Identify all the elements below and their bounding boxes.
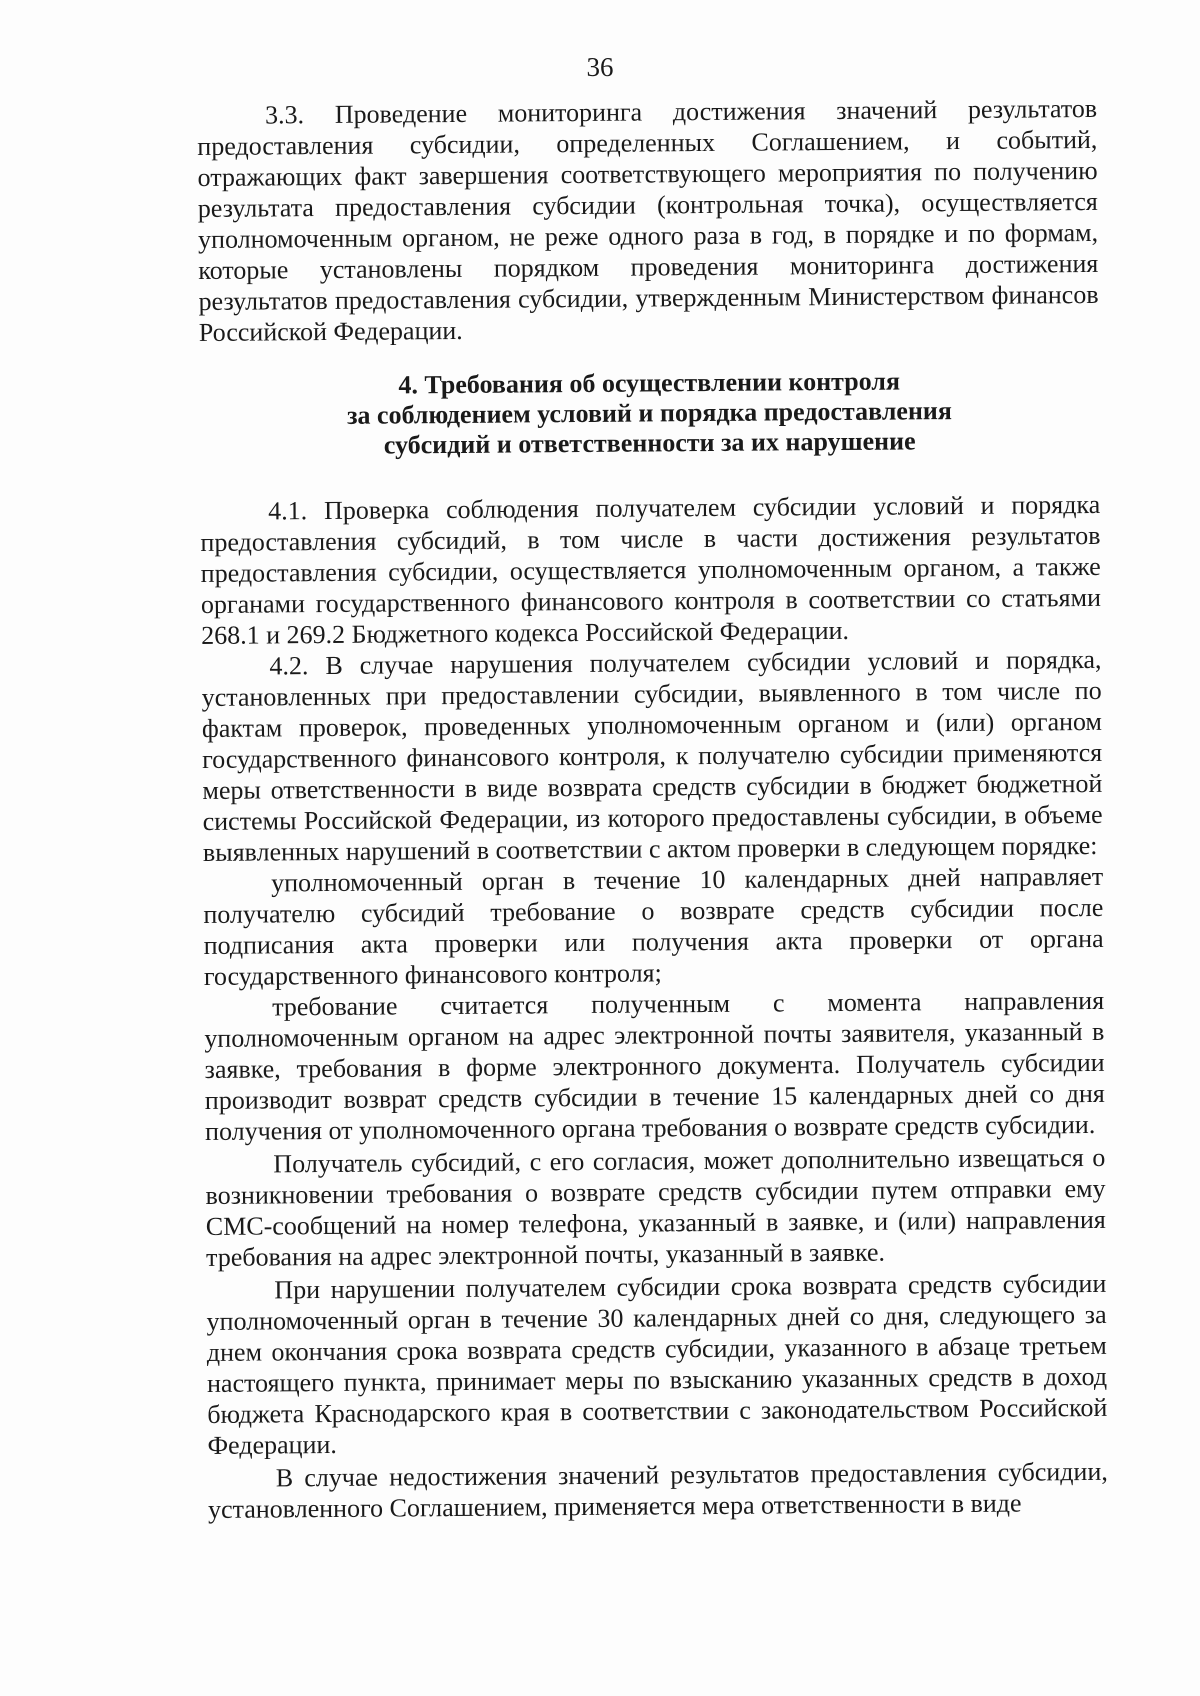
- paragraph-4-2-enforcement: При нарушении получателем субсидии срока возврата средств субсидии уполномоченный орган в течение 30 календарных дней со дня, следующего за днем окончания срока возврата средств субсидии, указанного в абзаце третьем настоящего пункта, принимает меры по взысканию указанных средств в доход бюджета Краснодарского края в соответствии с законодательством Российской Федерации.: [206, 1268, 1108, 1460]
- section-title-line-2: за соблюдением условий и порядка предоставления: [346, 396, 953, 430]
- paragraph-4-2-receipt: требование считается полученным с момента направления уполномоченным органом на адрес электронной почты заявителя, указанный в заявке, требования в форме электронного документа. Получатель субсидии производит возврат средств субсидии в течение 15 календарных дней со дня получения от уполномоченного органа требования о возврате средств субсидии.: [204, 985, 1105, 1146]
- page-number: 36: [586, 52, 614, 82]
- section-title: [199, 365, 1100, 462]
- paragraph-3-3: 3.3. Проведение мониторинга достижения значений результатов предоставления субсидии, определенных Соглашением, и событий, отражающих факт завершения соответствующего мероприятия по получению результата предоставления субсидии (контрольная точка), осуществляется уполномоченным органом, не реже одного раза в год, в порядке и по формам, которые установлены порядком проведения мониторинга достижения результатов предоставления субсидии, утвержденным Министерством финансов Российской Федерации.: [197, 93, 1099, 347]
- paragraph-4-1: 4.1. Проверка соблюдения получателем субсидии условий и порядка предоставления субсидий, в том числе в части достижения результатов предоставления субсидии, осуществляется уполномоченным органом, а также органами государственного финансового контроля в соответствии со статьями 268.1 и 269.2 Бюджетного кодекса Российской Федерации.: [200, 489, 1102, 650]
- paragraph-4-2-sms: Получатель субсидий, с его согласия, может дополнительно извещаться о возникновении требования о возврате средств субсидии путем отправки ему СМС-сообщений на номер телефона, указанный в заявке, и (или) направления требования на адрес электронной почты, указанный в заявке.: [205, 1142, 1106, 1272]
- paragraph-4-2-notice: уполномоченный орган в течение 10 календарных дней направляет получателю субсидий требование о возврате средств субсидии после подписания акта проверки или получения акта проверки от органа государственного финансового контроля;: [203, 861, 1104, 991]
- paragraph-4-2: 4.2. В случае нарушения получателем субсидии условий и порядка, установленных при предоставлении субсидии, выявленного в том числе по фактам проверок, проведенных уполномоченным органом и (или) органом государственного финансового контроля, к получателю субсидии применяются меры ответственности в виде возврата средств субсидии в бюджет бюджетной системы Российской Федерации, из которого предоставлены субсидии, в объеме выявленных нарушений в соответствии с актом проверки в следующем порядке:: [201, 644, 1103, 867]
- paragraph-4-2-results: В случае недостижения значений результатов предоставления субсидии, установленного Соглашением, применяется мера ответственности в виде: [207, 1456, 1108, 1524]
- section-title-line-1: 4. Требования об осуществлении контроля: [398, 366, 901, 400]
- section-title-line-3: субсидий и ответственности за их нарушение: [383, 426, 916, 460]
- document-body: [197, 93, 1108, 1525]
